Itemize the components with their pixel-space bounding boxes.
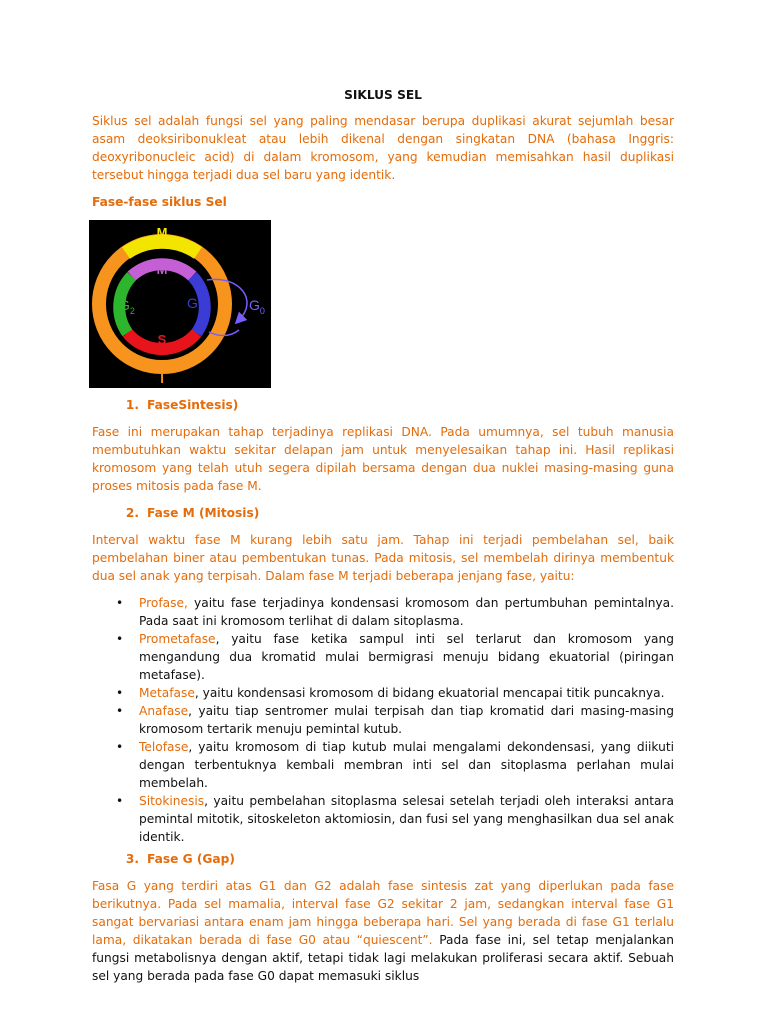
list-item [92, 738, 674, 792]
section-title: Fase G (Gap) [147, 852, 235, 866]
bullet-icon: • [116, 740, 124, 754]
list-item [92, 684, 674, 702]
section-title: FaseSintesis) [147, 398, 239, 412]
phases-heading: Fase-fase siklus Sel [92, 195, 227, 209]
label-m-outer: M [156, 225, 168, 240]
list-item [92, 594, 674, 630]
phase-term: Profase, [139, 596, 188, 610]
label-i: I [160, 371, 164, 386]
bullet-icon: • [116, 686, 124, 700]
section-number: 2. [125, 506, 139, 520]
label-g2: $G_2$ [119, 297, 135, 316]
section-3-heading [92, 850, 674, 868]
phase-desc: , yaitu fase ketika sampul inti sel terlarut dan kromosom yang mengandung dua kromatid mulai bermigrasi menuju bidang ekuatorial (piringan metafase). [139, 632, 674, 682]
section-title: Fase M (Mitosis) [147, 506, 260, 520]
bullet-icon: • [116, 632, 124, 646]
section-2-heading [92, 504, 674, 522]
bullet-icon: • [116, 704, 124, 718]
phase-term: Metafase [139, 686, 195, 700]
phase-desc: yaitu fase terjadinya kondensasi kromosom dan pertumbuhan pemintalnya. Pada saat ini kromosom terlihat di dalam sitoplasma. [139, 596, 674, 628]
list-item [92, 792, 674, 846]
label-s: S [157, 332, 167, 347]
intro-paragraph: Siklus sel adalah fungsi sel yang paling mendasar berupa duplikasi akurat sejumlah besar asam deoksiribonukleat atau lebih dikenal dengan singkatan DNA (bahasa Inggris: deoxyribonucleic acid) di dalam kromosom, yang kemudian memisahkan hasil duplikasi tersebut hingga terjadi dua sel baru yang identik. [92, 114, 674, 182]
list-item [92, 630, 674, 684]
section-3-black-text: Pada fase ini, sel tetap menjalankan fungsi metabolisnya dengan aktif, tetapi tidak lagi melakukan proliferasi secara aktif. Sebuah sel yang berada pada fase G0 dapat memasuki siklus [92, 933, 674, 983]
list-item [92, 702, 674, 738]
phase-desc: , yaitu tiap sentromer mulai terpisah dan tiap kromatid dari masing-masing kromosom tertarik menuju pemintal kutub. [139, 704, 674, 736]
section-number: 3. [125, 852, 139, 866]
section-2-paragraph: Interval waktu fase M kurang lebih satu jam. Tahap ini terjadi pembelahan sel, baik pembelahan biner atau pembentukan tunas. Pada mitosis, sel membelah dirinya membentuk dua sel anak yang terpisah. Dalam fase M terjadi beberapa jenjang fase, yaitu: [92, 533, 674, 583]
phase-desc: , yaitu pembelahan sitoplasma selesai setelah terjadi oleh interaksi antara pemintal mitotik, sitoskeleton aktomiosin, dan fusi sel yang menghasilkan dua sel anak identik. [139, 794, 674, 844]
section-3-orange-text: Fasa G yang terdiri atas G1 dan G2 adalah fase sintesis zat yang diperlukan pada fase berikutnya. Pada sel mamalia, interval fase G2 sekitar 2 jam, sedangkan interval fase G1 sangat bervariasi antara enam jam hingga beberapa hari. Sel yang berada di fase G1 terlalu lama, dikatakan berada di fase G0 atau “quiescent”. [92, 879, 674, 947]
document-body [92, 86, 674, 985]
bullet-icon: • [116, 596, 124, 610]
page-title: SIKLUS SEL [344, 88, 422, 102]
phase-term: Telofase [139, 740, 189, 754]
bullet-icon: • [116, 794, 124, 808]
section-1-heading [92, 396, 674, 414]
label-m-inner: M [156, 262, 168, 277]
phase-term: Prometafase [139, 632, 216, 646]
label-g0: $G_0$ [249, 297, 265, 316]
phase-term: Anafase [139, 704, 189, 718]
label-g1: $G_1$ [187, 295, 203, 314]
phase-desc: , yaitu kromosom di tiap kutub mulai mengalami dekondensasi, yang diikuti dengan terbentuknya kembali membran inti sel dan sitoplasma perlahan mulai membelah. [139, 740, 674, 790]
phase-desc: , yaitu kondensasi kromosom di bidang ekuatorial mencapai titik puncaknya. [194, 686, 665, 700]
mitosis-phase-list [92, 594, 674, 846]
cell-cycle-diagram [89, 220, 271, 388]
phase-term: Sitokinesis [139, 794, 205, 808]
section-3-paragraph [92, 877, 674, 985]
section-1-paragraph: Fase ini merupakan tahap terjadinya replikasi DNA. Pada umumnya, sel tubuh manusia membutuhkan waktu sekitar delapan jam untuk menyelesaikan tahap ini. Hasil replikasi kromosom yang telah utuh segera dipilah bersama dengan dua nuklei masing-masing guna proses mitosis pada fase M. [92, 425, 674, 493]
section-number: 1. [125, 398, 139, 412]
